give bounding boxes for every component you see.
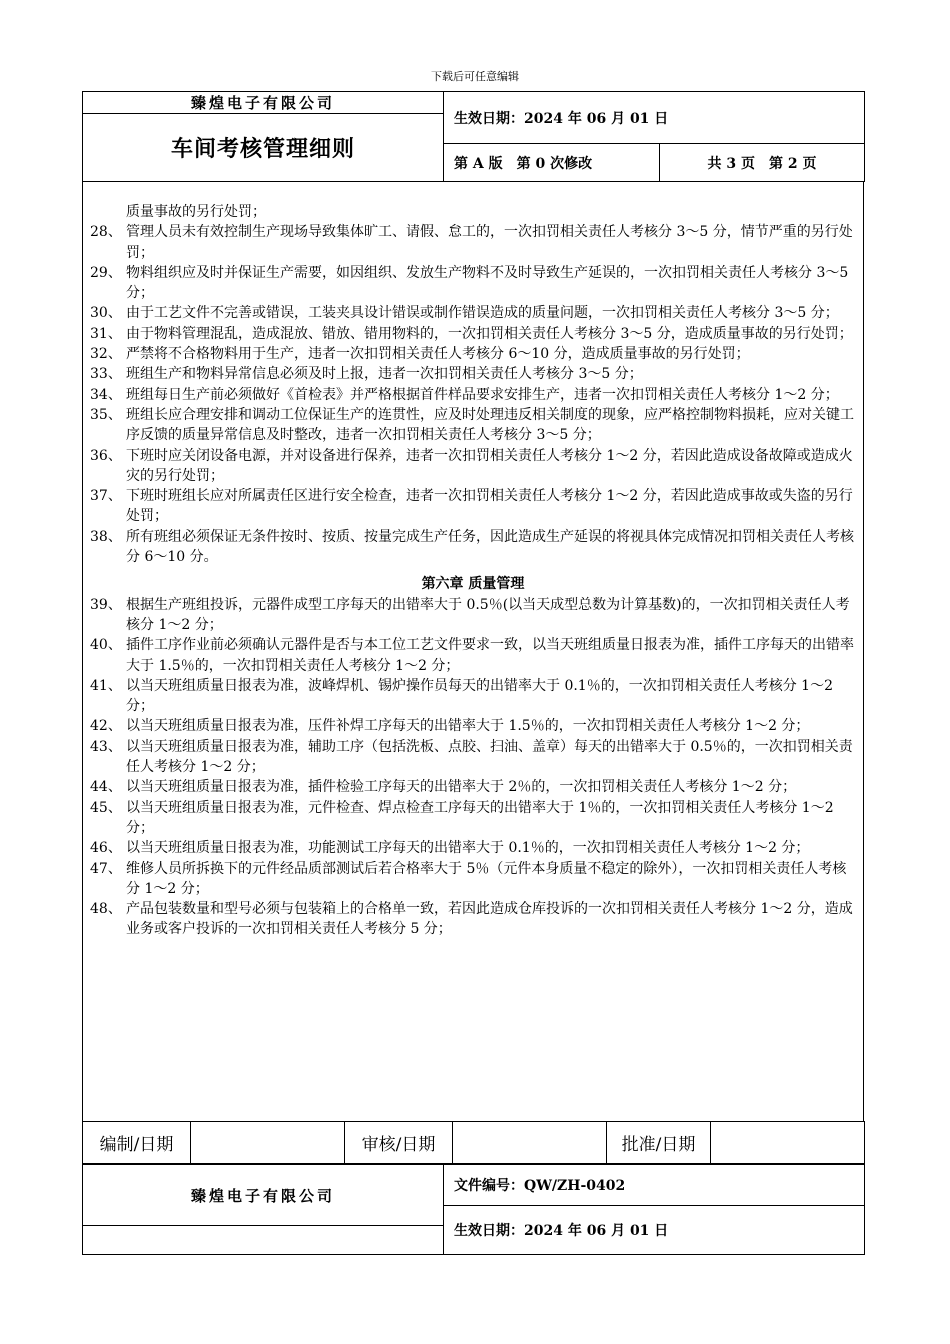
header-pages: 共 3 页 第 2 页 <box>660 144 865 182</box>
item-number: 38、 <box>90 528 122 545</box>
content-body <box>82 181 864 1121</box>
item-text: 以当天班组质量日报表为准，波峰焊机、锡炉操作员每天的出错率大于 0.1％的，一次扣罚相关责任人考核分 1～2 分； <box>126 677 833 715</box>
list-item <box>83 859 863 900</box>
item-number: 48、 <box>90 901 122 918</box>
item-text: 下班时班组长应对所属责任区进行安全检查，违者一次扣罚相关责任人考核分 1～2 分，若因此造成事故或失盗的另行处罚； <box>126 488 853 525</box>
signature-table <box>82 1121 865 1164</box>
list-item <box>83 777 863 797</box>
list-item <box>83 676 863 717</box>
item-text: 插件工序作业前必须确认元器件是否与本工位工艺文件要求一致，以当天班组质量日报表为准，插件工序每天的出错率大于 1.5％的，一次扣罚相关责任人考核分 1～2 分； <box>126 637 854 674</box>
footer-doc-no: 文件编号：QW/ZH-0402 <box>444 1165 865 1206</box>
item-number: 28、 <box>90 224 122 241</box>
item-number: 29、 <box>90 264 122 281</box>
item-text: 物料组织应及时并保证生产需要，如因组织、发放生产物料不及时导致生产延误的，一次扣罚相关责任人考核分 3～5 分； <box>126 264 849 302</box>
item-text: 班组每日生产前必须做好《首检表》并严格根据首件样品要求安排生产，违者一次扣罚相关责任人考核分 1～2 分； <box>126 386 839 403</box>
footer-effective-date: 生效日期：2024 年 06 月 01 日 <box>444 1206 865 1255</box>
item-list <box>83 202 863 940</box>
list-item <box>83 222 863 263</box>
list-item <box>83 838 863 858</box>
footer-company: 臻煌电子有限公司 <box>83 1165 444 1226</box>
item-text: 以当天班组质量日报表为准，辅助工序（包括洗板、点胶、扫油、盖章）每天的出错率大于 0.5％的，一次扣罚相关责任人考核分 1～2 分； <box>126 738 853 776</box>
item-number: 34、 <box>90 386 122 403</box>
item-number: 40、 <box>90 637 122 654</box>
reviewed-field[interactable] <box>453 1122 607 1164</box>
list-item <box>83 263 863 304</box>
list-item <box>83 385 863 405</box>
footer-blank-cell <box>83 1226 444 1255</box>
item-text: 严禁将不合格物料用于生产，违者一次扣罚相关责任人考核分 6～10 分，造成质量事故的另行处罚； <box>126 346 750 363</box>
item-number: 33、 <box>90 366 122 383</box>
header-effective-date: 生效日期：2024 年 06 月 01 日 <box>444 92 865 144</box>
item-number: 47、 <box>90 860 122 877</box>
item-text: 以当天班组质量日报表为准，功能测试工序每天的出错率大于 0.1％的，一次扣罚相关责任人考核分 1～2 分； <box>126 840 810 857</box>
list-item <box>83 527 863 568</box>
item-text: 产品包装数量和型号必须与包装箱上的合格单一致，若因此造成仓库投诉的一次扣罚相关责任人考核分 1～2 分，造成业务或客户投诉的一次扣罚相关责任人考核分 5 分； <box>126 901 853 938</box>
item-number: 46、 <box>90 840 122 857</box>
list-item <box>83 405 863 446</box>
item-number: 32、 <box>90 346 122 363</box>
header-title: 车间考核管理细则 <box>83 114 444 182</box>
list-item <box>83 344 863 364</box>
item-number: 37、 <box>90 488 122 505</box>
item-text: 以当天班组质量日报表为准，压件补焊工序每天的出错率大于 1.5％的，一次扣罚相关责任人考核分 1～2 分； <box>126 718 810 735</box>
list-item <box>83 202 863 222</box>
item-text: 班组生产和物料异常信息必须及时上报，违者一次扣罚相关责任人考核分 3～5 分； <box>126 366 643 383</box>
reviewed-label: 审核/日期 <box>345 1122 453 1164</box>
item-text: 维修人员所拆换下的元件经品质部测试后若合格率大于 5％（元件本身质量不稳定的除外），一次扣罚相关责任人考核分 1～2 分； <box>126 860 847 897</box>
item-number: 42、 <box>90 718 122 735</box>
list-item <box>83 486 863 527</box>
item-number: 30、 <box>90 305 122 322</box>
item-text: 由于物料管理混乱，造成混放、错放、错用物料的，一次扣罚相关责任人考核分 3～5 分，造成质量事故的另行处罚； <box>126 325 853 342</box>
item-text: 以当天班组质量日报表为准，插件检验工序每天的出错率大于 2％的，一次扣罚相关责任人考核分 1～2 分； <box>126 779 797 796</box>
list-item <box>83 446 863 487</box>
list-item <box>83 798 863 839</box>
header-version: 第 A 版 第 0 次修改 <box>444 144 660 182</box>
item-text: 所有班组必须保证无条件按时、按质、按量完成生产任务，因此造成生产延误的将视具体完成情况扣罚相关责任人考核分 6～10 分。 <box>126 528 854 566</box>
item-text: 质量事故的另行处罚； <box>126 204 266 220</box>
item-text: 下班时应关闭设备电源，并对设备进行保养，违者一次扣罚相关责任人考核分 1～2 分，若因此造成设备故障或造成火灾的另行处罚； <box>126 447 853 484</box>
approved-field[interactable] <box>711 1122 865 1164</box>
item-number: 31、 <box>90 325 122 342</box>
item-text: 根据生产班组投诉，元器件成型工序每天的出错率大于 0.5％(以当天成型总数为计算基数)的，一次扣罚相关责任人考核分 1～2 分； <box>126 596 850 633</box>
prepared-label: 编制/日期 <box>83 1122 191 1164</box>
item-number: 45、 <box>90 799 122 816</box>
list-item <box>83 364 863 384</box>
top-note: 下载后可任意编辑 <box>431 70 519 83</box>
list-item <box>83 737 863 778</box>
prepared-field[interactable] <box>191 1122 345 1164</box>
item-text: 管理人员未有效控制生产现场导致集体旷工、请假、怠工的，一次扣罚相关责任人考核分 3～5 分，情节严重的另行处罚； <box>126 224 853 261</box>
item-number: 35、 <box>90 406 122 423</box>
approved-label: 批准/日期 <box>607 1122 711 1164</box>
list-item <box>83 324 863 344</box>
item-text: 班组长应合理安排和调动工位保证生产的连贯性，应及时处理违反相关制度的现象，应严格控制物料损耗，应对关键工序反馈的质量异常信息及时整改，违者一次扣罚相关责任人考核分 3～5 分； <box>126 406 854 444</box>
list-item <box>83 595 863 636</box>
item-number: 36、 <box>90 447 122 464</box>
chapter-heading: 第六章 质量管理 <box>421 576 525 593</box>
header-company: 臻煌电子有限公司 <box>83 92 444 114</box>
footer-table <box>82 1164 865 1255</box>
item-text: 以当天班组质量日报表为准，元件检查、焊点检查工序每天的出错率大于 1％的，一次扣罚相关责任人考核分 1～2 分； <box>126 799 834 836</box>
list-item <box>83 716 863 736</box>
header-table <box>82 91 865 182</box>
item-number: 39、 <box>90 596 122 613</box>
item-text: 由于工艺文件不完善或错误，工装夹具设计错误或制作错误造成的质量问题，一次扣罚相关责任人考核分 3～5 分； <box>126 305 839 322</box>
item-number: 41、 <box>90 677 122 694</box>
list-item <box>83 899 863 940</box>
item-number: 43、 <box>90 738 122 755</box>
list-item <box>83 303 863 323</box>
list-item <box>83 635 863 676</box>
item-number: 44、 <box>90 779 122 796</box>
